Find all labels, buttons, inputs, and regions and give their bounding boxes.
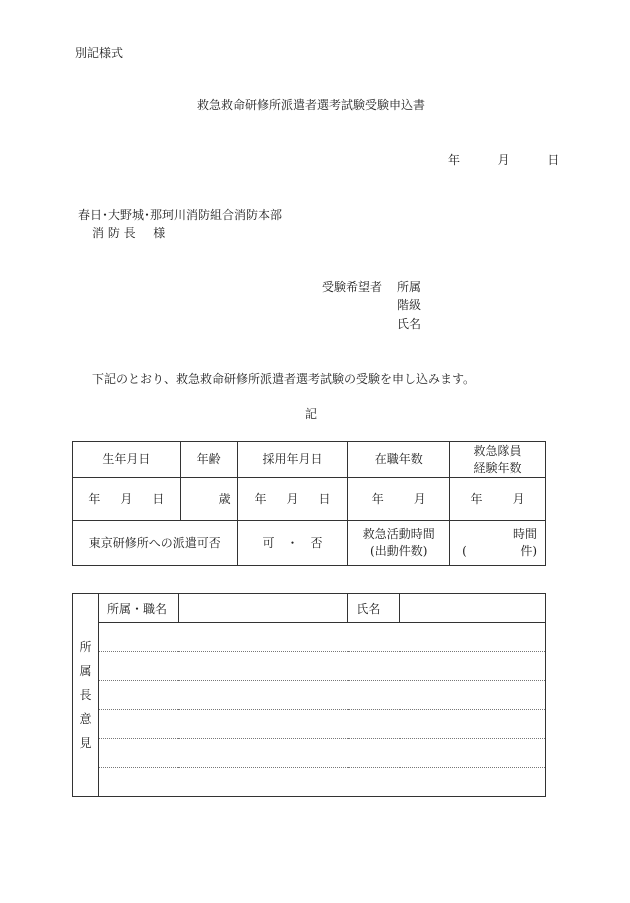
opinion-line-field[interactable] [98, 681, 545, 710]
cases-unit: 件) [520, 544, 537, 558]
form-label: 別記様式 [75, 46, 124, 60]
opinion-side-label [73, 594, 99, 797]
opinion-line [73, 623, 546, 652]
header-age: 年齢 [180, 442, 237, 478]
ems-year: 年 [470, 491, 483, 506]
ems-month: 月 [512, 491, 525, 506]
statement: 下記のとおり、救急救命研修所派遣者選考試験の受験を申し込みます。 [92, 372, 476, 386]
hours-unit: 時間 [512, 527, 537, 541]
opinion-line [73, 739, 546, 768]
birthdate-cell[interactable] [73, 478, 181, 521]
opinion-line [73, 652, 546, 681]
dispatch-options[interactable] [237, 521, 348, 566]
hire-day: 日 [318, 491, 331, 506]
name-field[interactable] [400, 594, 546, 623]
dispatch-label: 東京研修所への派遣可否 [73, 521, 238, 566]
position-label: 所属・職名 [98, 594, 178, 623]
ki-heading: 記 [305, 407, 318, 421]
activity-value-cell[interactable] [450, 521, 546, 566]
side-char-5: 見 [79, 736, 92, 750]
date-month: 月 [497, 153, 510, 167]
ems-years-cell[interactable] [450, 478, 546, 521]
form-title: 救急救命研修所派遣者選考試験受験申込書 [197, 98, 426, 112]
opinion-line-field[interactable] [98, 739, 545, 768]
age-cell[interactable] [180, 478, 237, 521]
side-char-1: 所 [79, 640, 92, 654]
supervisor-opinion-table [72, 593, 546, 797]
side-char-3: 長 [79, 688, 92, 702]
birth-day: 日 [152, 491, 165, 506]
header-ems-years-1: 救急隊員 [473, 443, 522, 458]
supervisor-header-row [73, 594, 546, 623]
birth-month: 月 [120, 491, 133, 506]
applicant-rank: 階級 [397, 298, 422, 312]
cases-open: ( [462, 544, 467, 558]
dispatch-yes[interactable]: 可 [262, 535, 275, 550]
chief-title: 消 防 長 [92, 226, 136, 240]
addressee-chief [92, 224, 165, 241]
dispatch-dot: ・ [286, 535, 299, 550]
date-day: 日 [547, 153, 560, 167]
header-ems-years-2: 経験年数 [473, 460, 522, 475]
dispatch-no[interactable]: 否 [310, 535, 323, 550]
opinion-line [73, 768, 546, 797]
years-service-cell[interactable] [348, 478, 450, 521]
cases-line [450, 543, 545, 560]
header-ems-years [450, 442, 546, 478]
applicant-info-table [72, 441, 546, 566]
opinion-line-field[interactable] [98, 652, 545, 681]
opinion-line-field[interactable] [98, 768, 545, 797]
activity-label-1: 救急活動時間 [362, 527, 435, 541]
service-month: 月 [413, 491, 426, 506]
opinion-line-field[interactable] [98, 710, 545, 739]
header-years-service: 在職年数 [348, 442, 450, 478]
birth-year: 年 [88, 491, 101, 506]
honorific: 様 [153, 226, 166, 240]
addressee-org: 春日･大野城･那珂川消防組合消防本部 [78, 208, 283, 222]
position-field[interactable] [178, 594, 348, 623]
header-row [73, 442, 546, 478]
date-line [448, 151, 559, 168]
opinion-line [73, 681, 546, 710]
activity-label-2: (出動件数) [370, 544, 428, 558]
hire-month: 月 [286, 491, 299, 506]
opinion-line-field[interactable] [98, 623, 545, 652]
opinion-line [73, 710, 546, 739]
service-year: 年 [371, 491, 384, 506]
age-unit: 歳 [218, 491, 231, 506]
header-hire-date: 採用年月日 [237, 442, 348, 478]
side-char-4: 意 [79, 712, 92, 726]
hire-date-cell[interactable] [237, 478, 348, 521]
entry-row [73, 478, 546, 521]
date-year: 年 [448, 153, 461, 167]
applicant-label: 受験希望者 [322, 280, 383, 294]
dispatch-row [73, 521, 546, 566]
name-label: 氏名 [348, 594, 400, 623]
hire-year: 年 [254, 491, 267, 506]
side-char-2: 属 [79, 664, 92, 678]
activity-label [348, 521, 450, 566]
applicant-name: 氏名 [397, 317, 422, 331]
header-birthdate: 生年月日 [73, 442, 181, 478]
applicant-affiliation: 所属 [397, 280, 422, 294]
